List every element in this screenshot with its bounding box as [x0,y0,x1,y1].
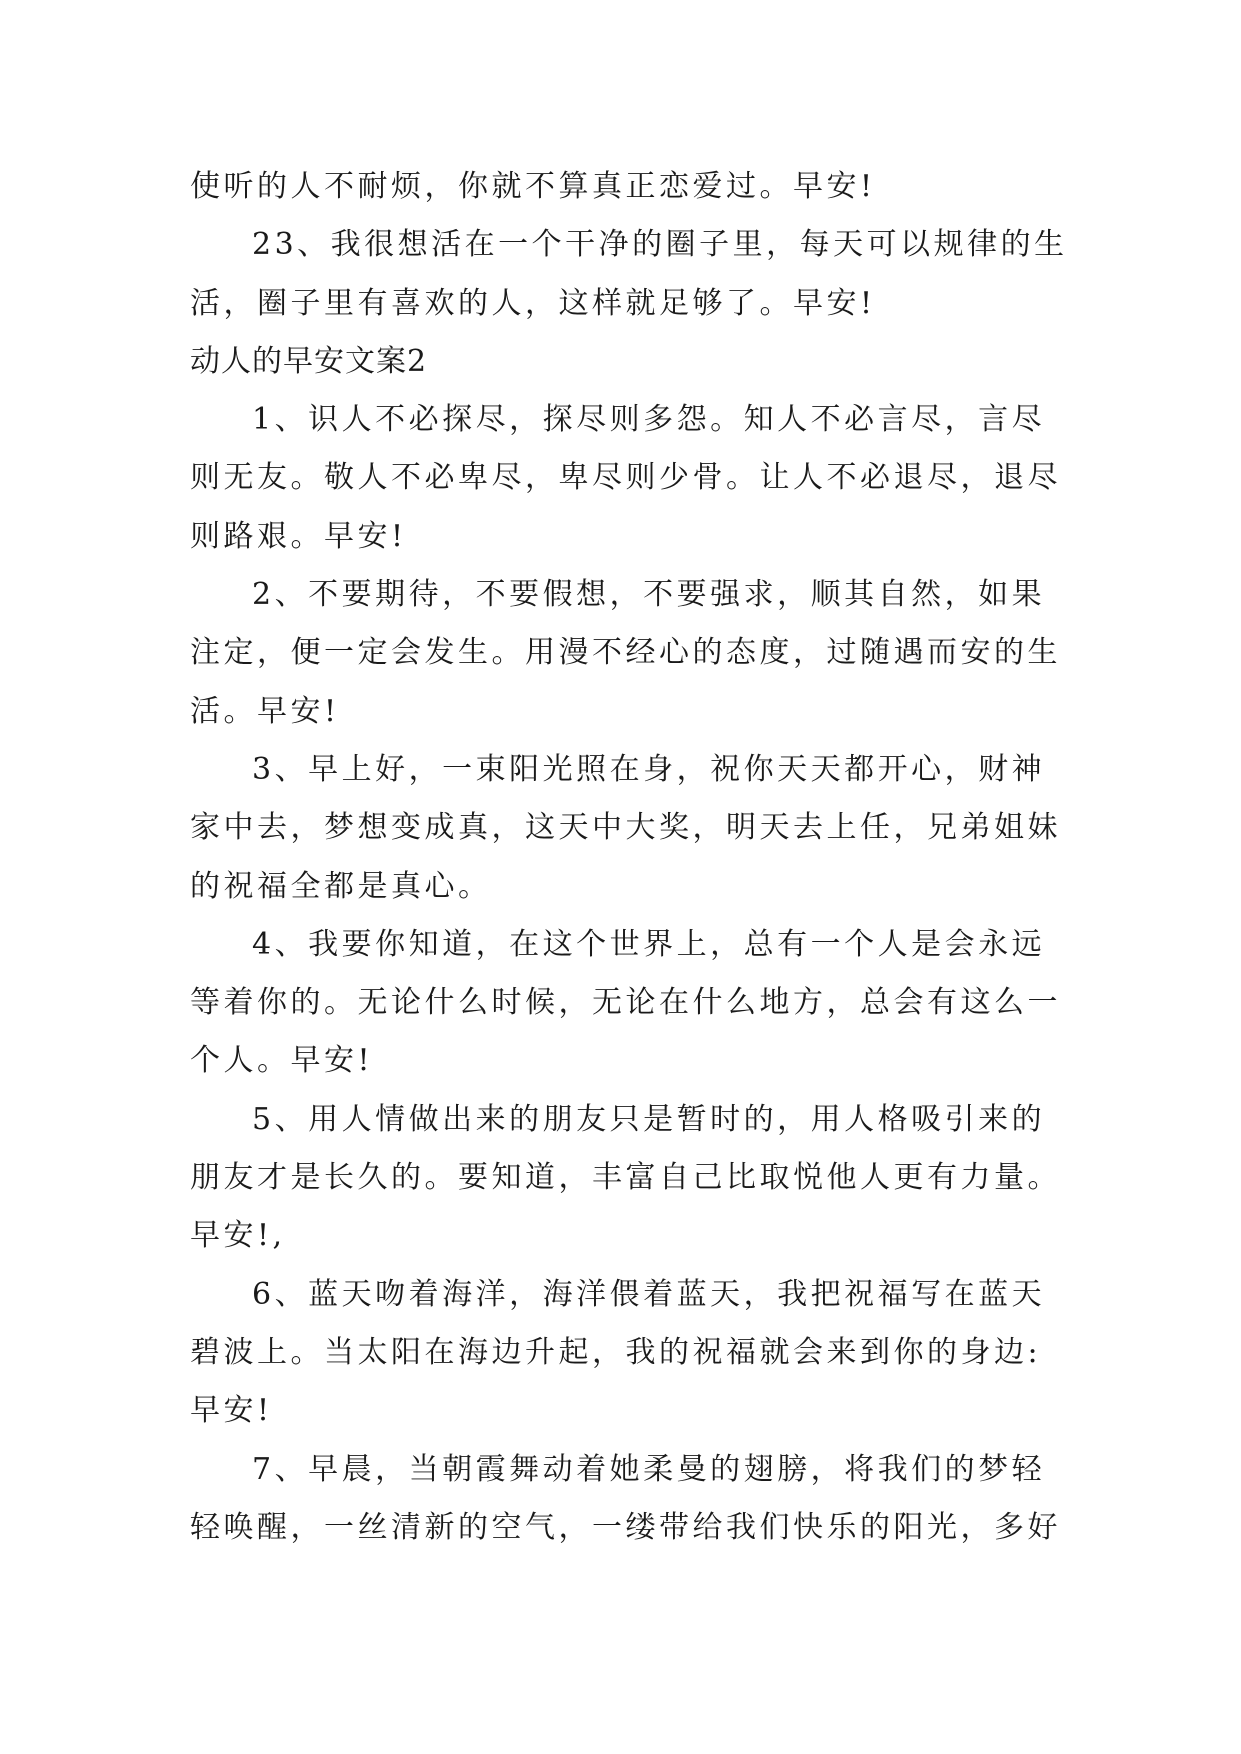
section-heading: 动人的早安文案2 [190,343,428,379]
text-line: 活，圈子里有喜欢的人，这样就足够了。早安! [190,285,876,321]
text-line: 早安!, [190,1218,286,1254]
text-line: 6、蓝天吻着海洋，海洋偎着蓝天，我把祝福写在蓝天 [252,1276,1046,1312]
text-line: 个人。早安! [190,1043,374,1079]
text-line: 的祝福全都是真心。 [190,868,492,904]
text-line: 3、早上好，一束阳光照在身，祝你天天都开心，财神 [252,751,1046,787]
text-line: 2、不要期待，不要假想，不要强求，顺其自然，如果 [252,577,1046,613]
text-line: 家中去，梦想变成真，这天中大奖，明天去上任，兄弟姐妹 [190,810,1061,846]
document-body [190,158,1070,1557]
text-line: 则无友。敬人不必卑尽，卑尽则少骨。让人不必退尽，退尽 [190,460,1061,496]
text-line: 朋友才是长久的。要知道，丰富自己比取悦他人更有力量。 [190,1160,1061,1196]
text-line: 4、我要你知道，在这个世界上，总有一个人是会永远 [252,926,1046,962]
text-line: 5、用人情做出来的朋友只是暂时的，用人格吸引来的 [252,1101,1046,1137]
text-line: 轻唤醒，一丝清新的空气，一缕带给我们快乐的阳光，多好 [190,1509,1061,1545]
text-line: 活。早安! [190,693,340,729]
text-line: 注定，便一定会发生。用漫不经心的态度，过随遇而安的生 [190,635,1061,671]
text-line: 等着你的。无论什么时候，无论在什么地方，总会有这么一 [190,985,1061,1021]
text-line: 碧波上。当太阳在海边升起，我的祝福就会来到你的身边: [190,1334,1042,1370]
text-line: 1、识人不必探尽，探尽则多怨。知人不必言尽，言尽 [252,402,1046,438]
text-line: 23、我很想活在一个干净的圈子里，每天可以规律的生 [252,227,1068,263]
text-line: 则路艰。早安! [190,518,407,554]
text-line: 使听的人不耐烦，你就不算真正恋爱过。早安! [190,169,876,204]
text-line: 7、早晨，当朝霞舞动着她柔曼的翅膀，将我们的梦轻 [252,1451,1046,1487]
text-line: 早安! [190,1393,273,1429]
